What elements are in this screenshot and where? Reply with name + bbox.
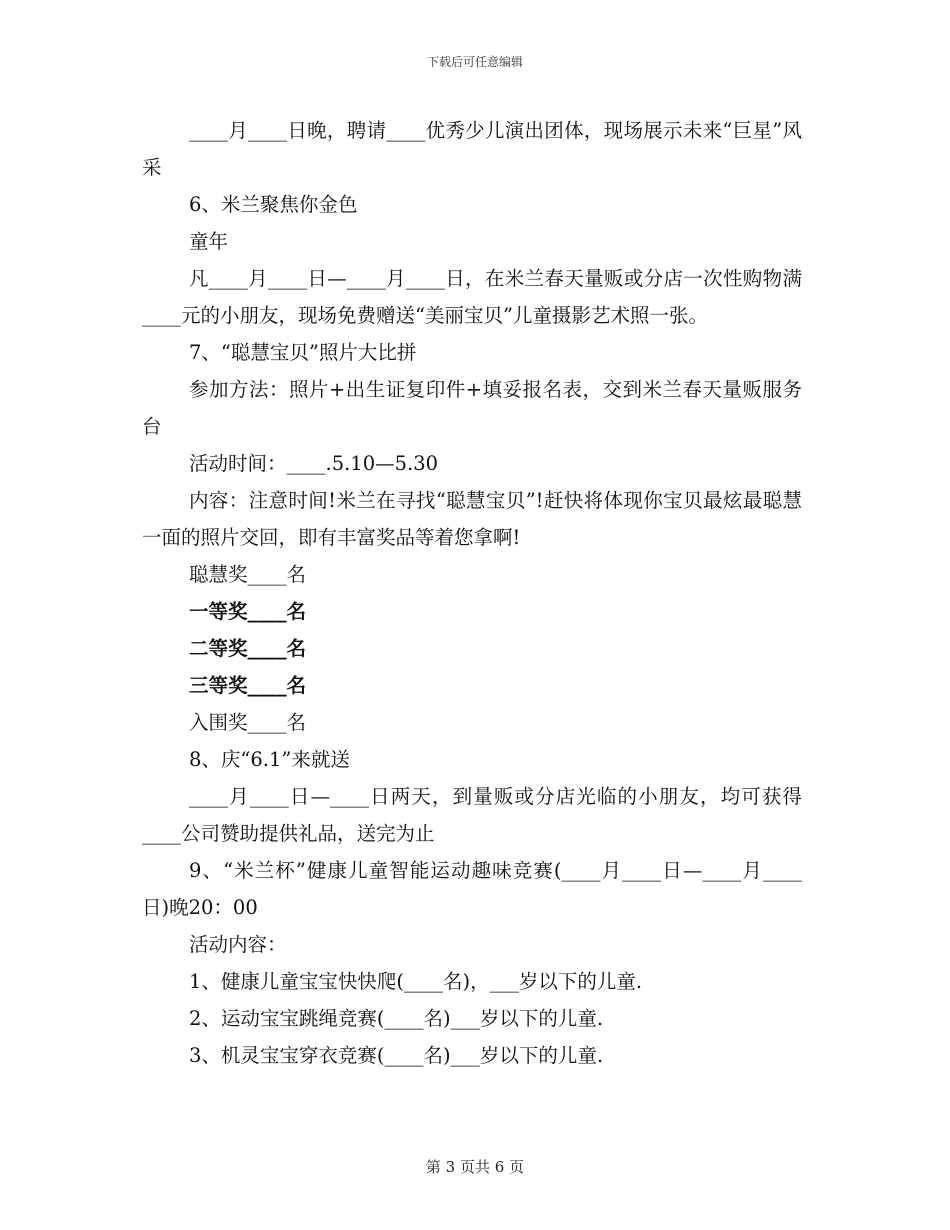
paragraph: 9、“米兰杯”健康儿童智能运动趣味竞赛(____月____日—____月____日)晚20：00: [142, 859, 802, 919]
document-body: [142, 112, 802, 1074]
paragraph: 二等奖____名: [189, 637, 307, 660]
paragraph: 6、米兰聚焦你金色: [189, 193, 358, 216]
paragraph: 活动时间：____.5.10—5.30: [189, 452, 439, 475]
paragraph: 活动内容：: [189, 933, 287, 956]
paragraph: ____月____日—____日两天，到量贩或分店光临的小朋友，均可获得____公司赞助提供礼品，送完为止: [142, 785, 802, 845]
paragraph: 入围奖____名: [189, 711, 307, 734]
paragraph: 童年: [189, 230, 229, 253]
paragraph: 8、庆“6.1”来就送: [189, 748, 350, 771]
paragraph: 凡____月____日—____月____日，在米兰春天量贩或分店一次性购物满____元的小朋友，现场免费赠送“美丽宝贝”儿童摄影艺术照一张。: [142, 267, 802, 327]
paragraph: 一等奖____名: [189, 600, 307, 623]
paragraph: 三等奖____名: [189, 674, 307, 697]
paragraph: 参加方法：照片+出生证复印件+填妥报名表，交到米兰春天量贩服务台: [142, 378, 802, 438]
paragraph: ____月____日晚，聘请____优秀少儿演出团体，现场展示未来“巨星”风采: [142, 119, 802, 179]
page-footer: 第 3 页共 6 页: [425, 1158, 525, 1176]
paragraph: 7、“聪慧宝贝”照片大比拼: [189, 341, 417, 364]
paragraph: 1、健康儿童宝宝快快爬(____名)，___岁以下的儿童.: [189, 970, 643, 993]
paragraph: 2、运动宝宝跳绳竞赛(____名)___岁以下的儿童.: [189, 1007, 604, 1030]
page-header: 下载后可任意编辑: [426, 55, 523, 69]
paragraph: 内容：注意时间!米兰在寻找“聪慧宝贝”!赶快将体现你宝贝最炫最聪慧一面的照片交回，即有丰富奖品等着您拿啊!: [142, 489, 802, 549]
paragraph: 聪慧奖____名: [189, 563, 307, 586]
paragraph: 3、机灵宝宝穿衣竞赛(____名)___岁以下的儿童.: [189, 1044, 604, 1067]
